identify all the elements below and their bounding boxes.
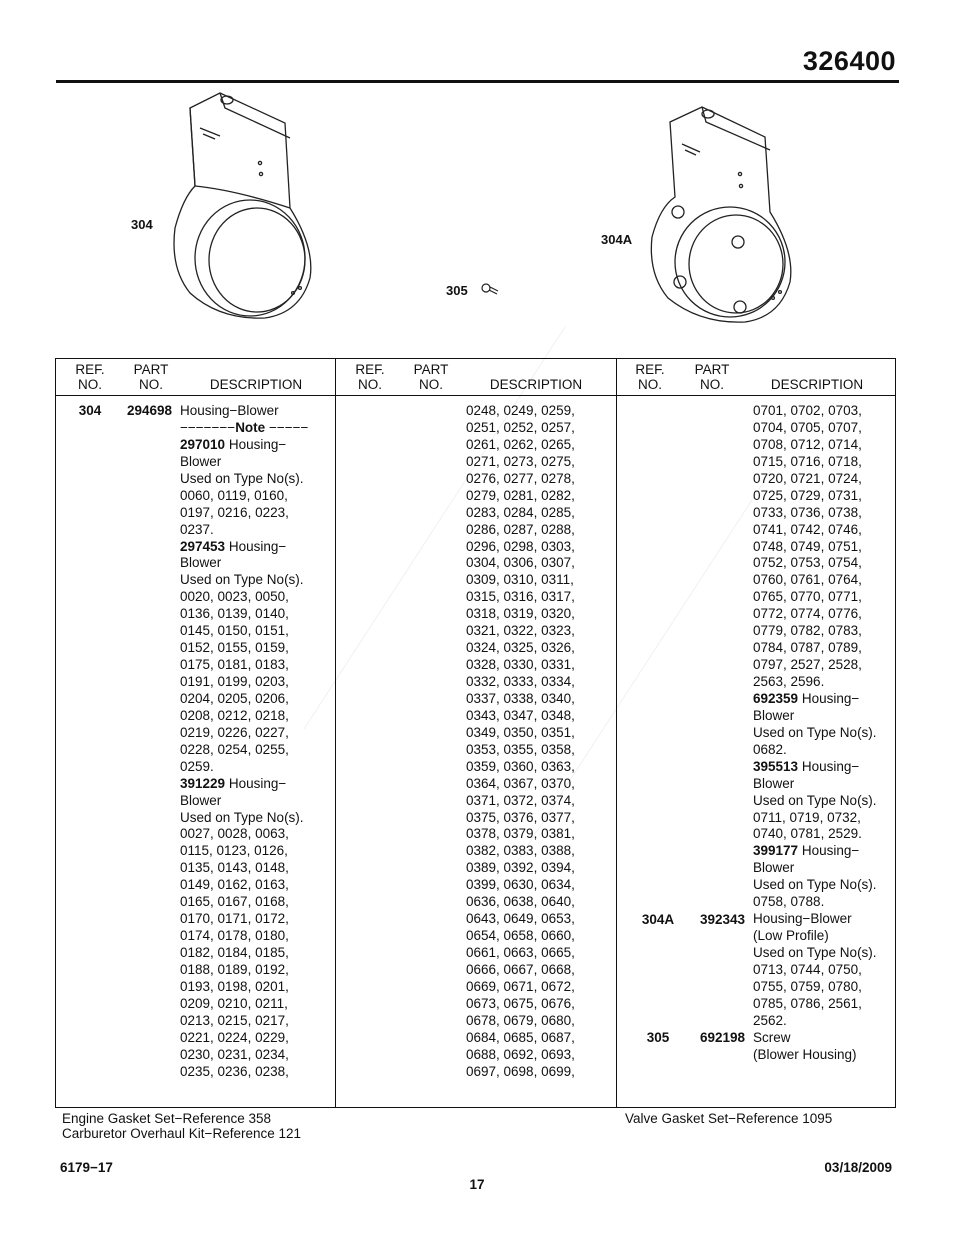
description-line: 0708, 0712, 0714,	[753, 436, 862, 452]
header-separator	[56, 395, 895, 396]
callout-305: 305	[446, 283, 468, 298]
description-line: 0399, 0630, 0634,	[466, 877, 575, 893]
description-line: 0711, 0719, 0732,	[753, 809, 861, 825]
description-line: 0209, 0210, 0211,	[180, 995, 288, 1011]
page-number: 17	[469, 1177, 485, 1192]
description-line: Used on Type No(s).	[753, 877, 877, 893]
gasket-set-note: Engine Gasket Set−Reference 358	[62, 1111, 272, 1126]
description-line: 0779, 0782, 0783,	[753, 623, 862, 639]
description-line: 0304, 0306, 0307,	[466, 555, 575, 571]
description-line: 0375, 0376, 0377,	[466, 809, 575, 825]
description-line: 0060, 0119, 0160,	[180, 487, 288, 503]
description-line: 399177 Housing−	[753, 843, 860, 859]
description-line: 391229 Housing−	[180, 775, 287, 791]
description-line: 0027, 0028, 0063,	[180, 826, 289, 842]
header-part-no: PART NO.	[133, 362, 169, 392]
description-line: 0152, 0155, 0159,	[180, 640, 289, 656]
description-line: 0678, 0679, 0680,	[466, 1012, 575, 1028]
description-line: 0332, 0333, 0334,	[466, 674, 575, 689]
description-line: 0213, 0215, 0217,	[180, 1012, 289, 1028]
description-line: 0748, 0749, 0751,	[753, 538, 862, 554]
description-line: 0720, 0721, 0724,	[753, 470, 862, 486]
description-line: 0682.	[753, 741, 787, 757]
part-no: 692198	[699, 1030, 745, 1046]
description-line: 0697, 0698, 0699,	[466, 1063, 575, 1079]
description-lines	[753, 403, 877, 1064]
model-number: 326400	[802, 46, 896, 76]
callout-304: 304	[131, 217, 153, 232]
description-line: 0784, 0787, 0789,	[753, 640, 862, 656]
description-line: 0349, 0350, 0351,	[466, 724, 575, 740]
header-description: DESCRIPTION	[489, 377, 583, 392]
description-line: 0755, 0759, 0780,	[753, 978, 862, 994]
description-line: 0221, 0224, 0229,	[180, 1029, 289, 1045]
description-line: 0740, 0781, 2529.	[753, 826, 862, 842]
description-line: 0669, 0671, 0672,	[466, 978, 575, 994]
header-description: DESCRIPTION	[770, 377, 864, 392]
parts-table	[55, 358, 896, 1108]
description-line: 0688, 0692, 0693,	[466, 1046, 575, 1062]
description-line: 0643, 0649, 0653,	[466, 911, 575, 927]
description-line: Housing−Blower	[753, 911, 852, 927]
description-line: 0286, 0287, 0288,	[466, 521, 575, 537]
description-line: 2563, 2596.	[753, 674, 825, 689]
description-line: 0772, 0774, 0776,	[753, 606, 862, 622]
description-line: 0715, 0716, 0718,	[753, 453, 862, 469]
header-ref-no: REF. NO.	[75, 362, 105, 392]
description-line: 692359 Housing−	[753, 690, 860, 706]
description-line: 0197, 0216, 0223,	[180, 504, 289, 520]
description-line: 0661, 0663, 0665,	[466, 945, 575, 960]
description-line: 0337, 0338, 0340,	[466, 690, 575, 706]
description-lines	[466, 403, 575, 1081]
description-line: Blower	[753, 707, 795, 723]
description-line: Screw	[753, 1029, 791, 1045]
description-line: 0174, 0178, 0180,	[180, 928, 289, 944]
description-line: 0235, 0236, 0238,	[180, 1063, 289, 1079]
description-line: Blower	[753, 775, 795, 791]
description-line: 0188, 0189, 0192,	[180, 961, 289, 977]
description-line: 0654, 0658, 0660,	[466, 928, 575, 944]
description-line: 0713, 0744, 0750,	[753, 961, 862, 977]
description-line: 297010 Housing−	[180, 436, 287, 452]
header-ref-no: REF. NO.	[635, 362, 665, 392]
description-line: 0191, 0199, 0203,	[180, 674, 289, 689]
description-line: 0182, 0184, 0185,	[180, 945, 289, 960]
blower-housing-304a-illustration	[640, 102, 805, 327]
description-line: 0145, 0150, 0151,	[180, 623, 289, 639]
description-line: 0725, 0729, 0731,	[753, 487, 862, 503]
description-line: 0636, 0638, 0640,	[466, 894, 575, 910]
description-line: 0371, 0372, 0374,	[466, 792, 575, 808]
description-line: Used on Type No(s).	[753, 792, 877, 808]
description-line: 0328, 0330, 0331,	[466, 657, 575, 673]
description-line: 0296, 0298, 0303,	[466, 538, 575, 554]
header-part-no: PART NO.	[413, 362, 449, 392]
description-line: Blower	[753, 860, 795, 876]
description-line: 0251, 0252, 0257,	[466, 419, 575, 435]
ref-no: 304A	[641, 911, 675, 927]
column-separator	[335, 359, 336, 1107]
description-line: Used on Type No(s).	[753, 945, 877, 960]
description-line: (Low Profile)	[753, 928, 829, 944]
description-line: Blower	[180, 453, 222, 469]
description-line: 0701, 0702, 0703,	[753, 403, 862, 418]
description-line: 0208, 0212, 0218,	[180, 707, 289, 723]
part-no: 294698	[126, 403, 172, 418]
description-line: 0309, 0310, 0311,	[466, 572, 574, 588]
description-line: 0276, 0277, 0278,	[466, 470, 575, 486]
screw-305-icon	[480, 281, 500, 297]
blower-housing-304-illustration	[165, 88, 325, 323]
description-lines	[180, 403, 308, 1081]
description-line: (Blower Housing)	[753, 1046, 857, 1062]
document-date: 03/18/2009	[824, 1160, 892, 1175]
description-line: 0378, 0379, 0381,	[466, 826, 575, 842]
description-line: 0389, 0392, 0394,	[466, 860, 575, 876]
header-part-no: PART NO.	[694, 362, 730, 392]
description-line: 0228, 0254, 0255,	[180, 741, 289, 757]
description-line: 0318, 0319, 0320,	[466, 606, 575, 622]
description-line: Used on Type No(s).	[753, 724, 877, 740]
column-separator	[616, 359, 617, 1107]
description-line: Blower	[180, 792, 222, 808]
description-line: Used on Type No(s).	[180, 572, 304, 588]
description-line: 0237.	[180, 521, 214, 537]
description-line: 297453 Housing−	[180, 538, 287, 554]
description-line: 0359, 0360, 0363,	[466, 758, 575, 774]
ref-no: 304	[78, 403, 102, 418]
description-line: 0752, 0753, 0754,	[753, 555, 862, 571]
carburetor-kit-note: Carburetor Overhaul Kit−Reference 121	[62, 1126, 302, 1141]
description-line: 0279, 0281, 0282,	[466, 487, 575, 503]
part-no: 392343	[699, 911, 745, 927]
description-line: 0149, 0162, 0163,	[180, 877, 289, 893]
description-line: 0219, 0226, 0227,	[180, 724, 289, 740]
description-line: 0248, 0249, 0259,	[466, 403, 575, 418]
description-line: Used on Type No(s).	[180, 809, 304, 825]
description-line: 0353, 0355, 0358,	[466, 741, 575, 757]
description-line: 0165, 0167, 0168,	[180, 894, 289, 910]
description-line: Housing−Blower	[180, 403, 279, 418]
description-line: 0315, 0316, 0317,	[466, 589, 575, 605]
description-line: 0666, 0667, 0668,	[466, 961, 575, 977]
description-line: 0733, 0736, 0738,	[753, 504, 862, 520]
description-line: 0382, 0383, 0388,	[466, 843, 575, 859]
description-line: Used on Type No(s).	[180, 470, 304, 486]
description-line: 0324, 0325, 0326,	[466, 640, 575, 656]
description-line: 0135, 0143, 0148,	[180, 860, 289, 876]
description-line: 0136, 0139, 0140,	[180, 606, 289, 622]
description-line: 0684, 0685, 0687,	[466, 1029, 575, 1045]
description-line: 0704, 0705, 0707,	[753, 419, 862, 435]
header-rule	[56, 80, 899, 83]
valve-gasket-note: Valve Gasket Set−Reference 1095	[625, 1111, 833, 1126]
ref-no: 305	[646, 1030, 670, 1046]
description-line: 0271, 0273, 0275,	[466, 453, 575, 469]
description-line: 0261, 0262, 0265,	[466, 436, 575, 452]
description-line: 0785, 0786, 2561,	[753, 995, 862, 1011]
description-line: −−−−−−−Note −−−−−	[180, 419, 309, 435]
description-line: 0230, 0231, 0234,	[180, 1046, 289, 1062]
description-line: 0765, 0770, 0771,	[753, 589, 862, 605]
description-line: 0760, 0761, 0764,	[753, 572, 862, 588]
description-line: 0193, 0198, 0201,	[180, 978, 289, 994]
callout-304a: 304A	[601, 232, 633, 247]
description-line: 0673, 0675, 0676,	[466, 995, 575, 1011]
description-line: 0758, 0788.	[753, 894, 825, 910]
description-line: 0170, 0171, 0172,	[180, 911, 289, 927]
description-line: 0321, 0322, 0323,	[466, 623, 575, 639]
description-line: 0797, 2527, 2528,	[753, 657, 862, 673]
description-line: 0259.	[180, 758, 214, 774]
description-line: 0343, 0347, 0348,	[466, 707, 575, 723]
description-line: 2562.	[753, 1012, 787, 1028]
description-line: 0115, 0123, 0126,	[180, 843, 288, 859]
description-line: 0020, 0023, 0050,	[180, 589, 289, 605]
description-line: 0175, 0181, 0183,	[180, 657, 289, 673]
description-line: 395513 Housing−	[753, 758, 860, 774]
description-line: 0204, 0205, 0206,	[180, 690, 289, 706]
document-number: 6179−17	[60, 1160, 113, 1175]
description-line: 0364, 0367, 0370,	[466, 775, 575, 791]
description-line: 0741, 0742, 0746,	[753, 521, 862, 537]
description-line: Blower	[180, 555, 222, 571]
header-ref-no: REF. NO.	[355, 362, 385, 392]
description-line: 0283, 0284, 0285,	[466, 504, 575, 520]
header-description: DESCRIPTION	[209, 377, 303, 392]
